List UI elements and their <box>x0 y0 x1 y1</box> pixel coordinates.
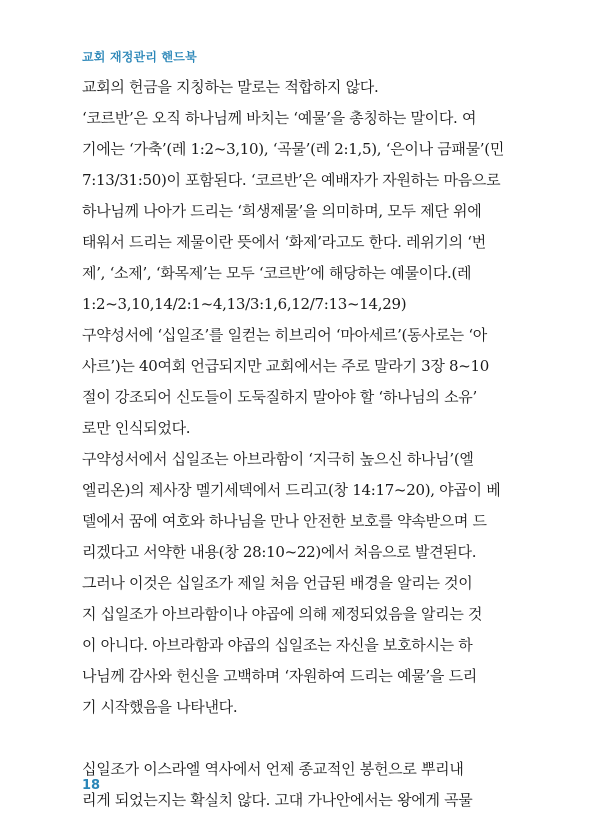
text-line: 리게 되었는지는 확실치 않다. 고대 가나안에서는 왕에게 곡물 <box>82 791 473 809</box>
text-line: 이 아니다. 아브라함과 야곱의 십일조는 자신을 보호하시는 하 <box>82 636 473 654</box>
text-line: 제’, ‘소제’, ‘화목제’는 모두 ‘코르반’에 해당하는 예물이다.(레 <box>82 264 472 282</box>
text-line: 교회의 헌금을 지칭하는 말로는 적합하지 않다. <box>82 78 379 96</box>
text-line: 1:2~3,10,14/2:1~4,13/3:1,6,12/7:13~14,29) <box>82 295 407 313</box>
text-line: 구약성서에 ‘십일조’를 일컫는 히브리어 ‘마아세르’(동사로는 ‘아 <box>82 326 487 344</box>
running-header: 교회 재정관리 핸드북 <box>82 50 197 64</box>
text-line: 십일조가 이스라엘 역사에서 언제 종교적인 봉헌으로 뿌리내 <box>82 760 464 778</box>
text-line: 하나님께 나아가 드리는 ‘희생제물’을 의미하며, 모두 제단 위에 <box>82 202 482 220</box>
text-line: 그러나 이것은 십일조가 제일 처음 언급된 배경을 알리는 것이 <box>82 574 473 592</box>
text-line: 로만 인식되었다. <box>82 419 191 437</box>
text-line: 태워서 드리는 제물이란 뜻에서 ‘화제’라고도 한다. 레위기의 ‘번 <box>82 233 486 251</box>
text-line: 기 시작했음을 나타낸다. <box>82 698 238 716</box>
text-line: 절이 강조되어 신도들이 도둑질하지 말아야 할 ‘하나님의 소유’ <box>82 388 477 406</box>
text-line: 구약성서에서 십일조는 아브라함이 ‘지극히 높으신 하나님’(엘 <box>82 450 474 468</box>
text-line: 나님께 감사와 헌신을 고백하며 ‘자원하여 드리는 예물’을 드리 <box>82 667 477 685</box>
text-line: 엘리온)의 제사장 멜기세덱에서 드리고(창 14:17~20), 야곱이 베 <box>82 481 501 499</box>
text-line: 사르’)는 40여회 언급되지만 교회에서는 주로 말라기 3장 8~10 <box>82 357 490 375</box>
text-line: 리겠다고 서약한 내용(창 28:10~22)에서 처음으로 발견된다. <box>82 543 477 561</box>
page-number: 18 <box>82 778 101 793</box>
paragraph-gap <box>82 723 522 754</box>
text-line: 델에서 꿈에 여호와 하나님을 만나 안전한 보호를 약속받으며 드 <box>82 512 487 530</box>
text-line: 기에는 ‘가축’(레 1:2~3,10), ‘곡물’(레 2:1,5), ‘은이나 금패물’(민 <box>82 140 505 158</box>
body-text <box>82 72 522 816</box>
text-line: 7:13/31:50)이 포함된다. ‘코르반’은 예배자가 자원하는 마음으로 <box>82 171 501 189</box>
text-line: ‘코르반’은 오직 하나님께 바치는 ‘예물’을 총칭하는 말이다. 여 <box>82 109 477 127</box>
text-line: 지 십일조가 아브라함이나 야곱에 의해 제정되었음을 알리는 것 <box>82 605 483 623</box>
